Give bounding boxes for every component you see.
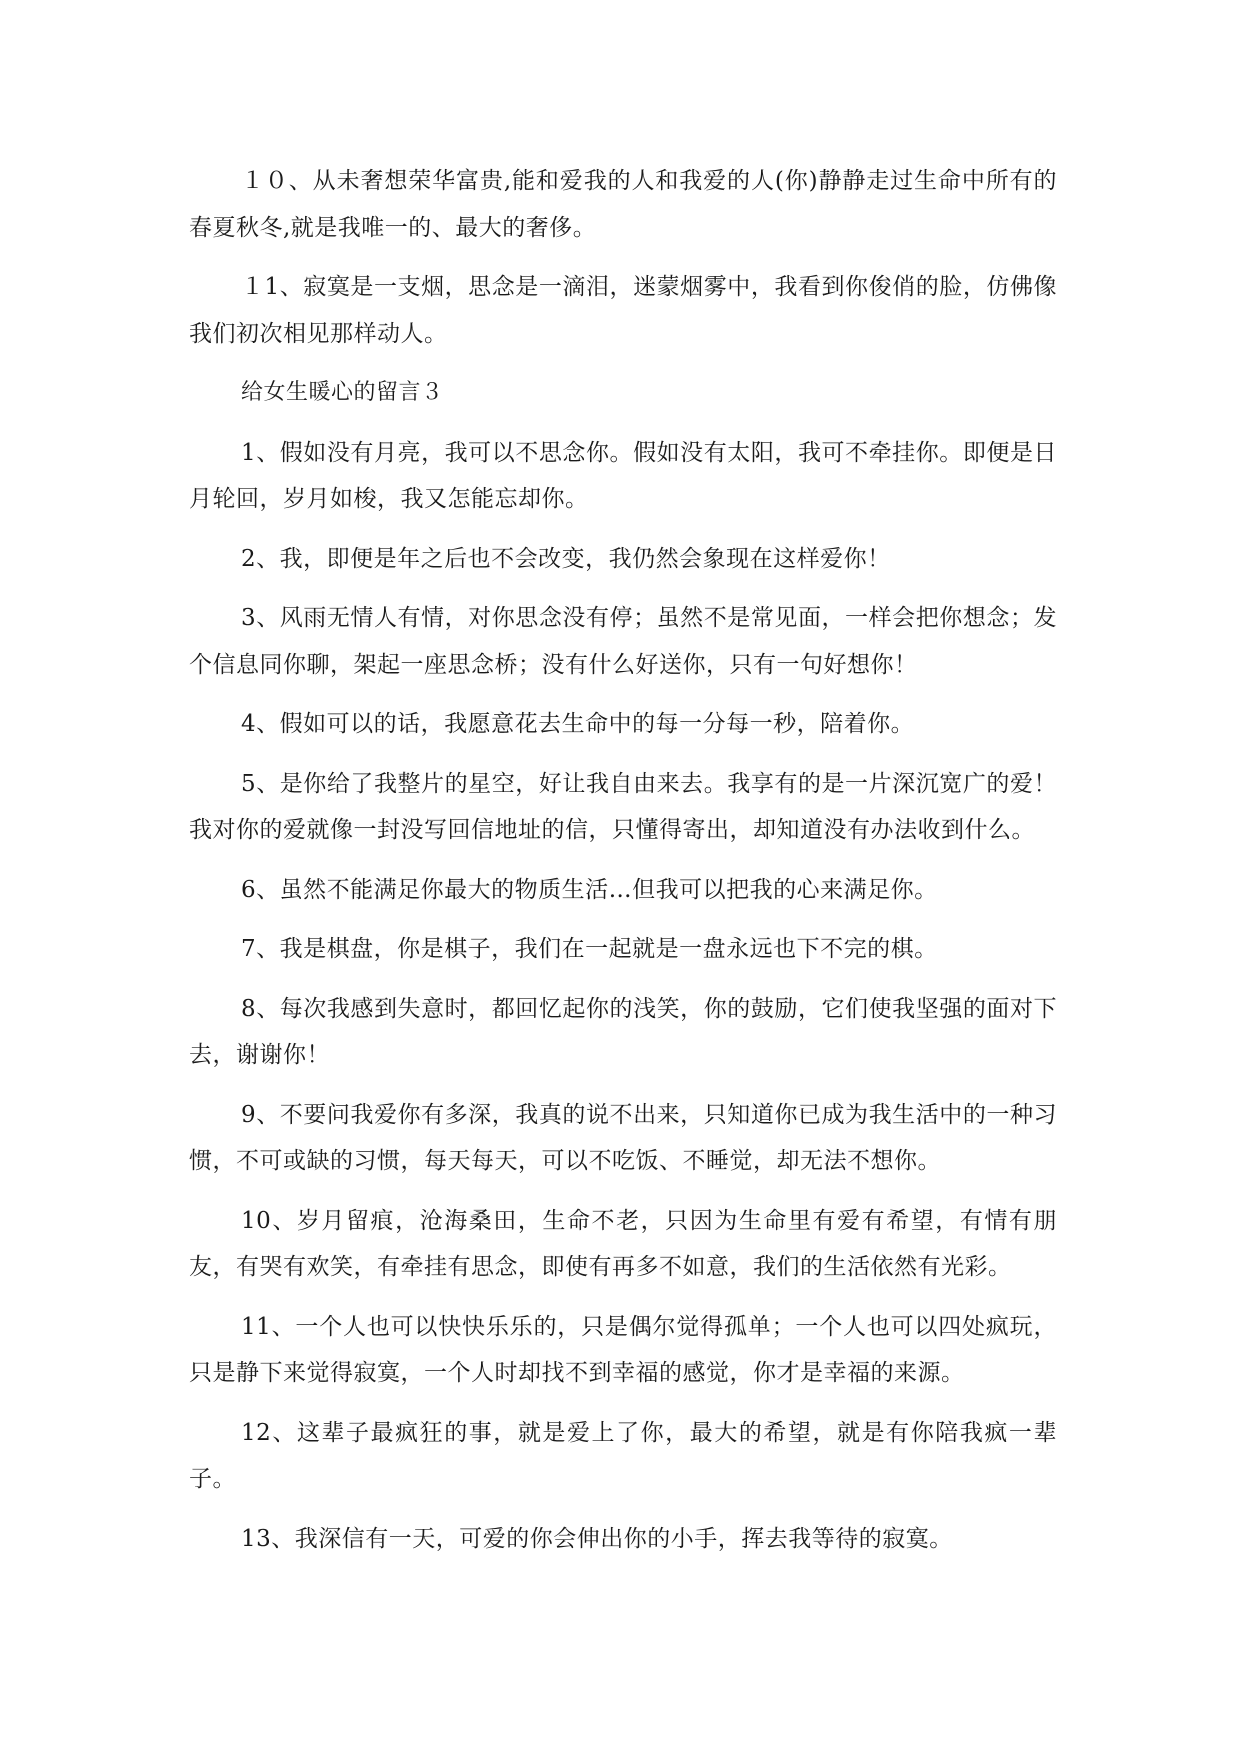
- section-heading: 给女生暖心的留言３: [241, 380, 444, 405]
- paragraph-10: 10、岁月留痕，沧海桑田，生命不老，只因为生命里有爱有希望，有情有朋友，有哭有欢笑，有牵挂有思念，即使有再多不如意，我们的生活依然有光彩。: [189, 1207, 1057, 1280]
- paragraph-12: 12、这辈子最疯狂的事，就是爱上了你，最大的希望，就是有你陪我疯一辈子。: [189, 1419, 1057, 1492]
- paragraph-2: 2、我，即便是年之后也不会改变，我仍然会象现在这样爱你！: [241, 545, 891, 572]
- paragraph-11: 11、一个人也可以快快乐乐的，只是偶尔觉得孤单；一个人也可以四处疯玩，只是静下来觉得寂寞，一个人时却找不到幸福的感觉，你才是幸福的来源。: [189, 1313, 1057, 1386]
- paragraph-8: 8、每次我感到失意时，都回忆起你的浅笑，你的鼓励，它们使我坚强的面对下去，谢谢你！: [189, 995, 1057, 1068]
- paragraph-1: 1、假如没有月亮，我可以不思念你。假如没有太阳，我可不牵挂你。即便是日月轮回，岁月如梭，我又怎能忘却你。: [189, 439, 1057, 512]
- paragraph-9: 9、不要问我爱你有多深，我真的说不出来，只知道你已成为我生活中的一种习惯，不可或缺的习惯，每天每天，可以不吃饭、不睡觉，却无法不想你。: [189, 1101, 1057, 1174]
- paragraph-3: 3、风雨无情人有情，对你思念没有停；虽然不是常见面，一样会把你想念；发个信息同你聊，架起一座思念桥；没有什么好送你，只有一句好想你！: [189, 605, 1057, 678]
- paragraph-7: 7、我是棋盘，你是棋子，我们在一起就是一盘永远也下不完的棋。: [241, 936, 938, 962]
- paragraph-11-intro: １1、寂寞是一支烟，思念是一滴泪，迷蒙烟雾中，我看到你俊俏的脸，仿佛像我们初次相见那样动人。: [189, 274, 1057, 347]
- paragraph-13: 13、我深信有一天，可爱的你会伸出你的小手，挥去我等待的寂寞。: [241, 1525, 953, 1552]
- paragraph-5: 5、是你给了我整片的星空，好让我自由来去。我享有的是一片深沉宽广的爱！我对你的爱就像一封没写回信地址的信，只懂得寄出，却知道没有办法收到什么。: [189, 770, 1057, 843]
- document-body: [189, 158, 1057, 1575]
- paragraph-6: 6、虽然不能满足你最大的物质生活…但我可以把我的心来满足你。: [241, 876, 938, 903]
- paragraph-10-intro: １０、从未奢想荣华富贵,能和爱我的人和我爱的人(你)静静走过生命中所有的春夏秋冬,就是我唯一的、最大的奢侈。: [189, 168, 1057, 241]
- paragraph-4: 4、假如可以的话，我愿意花去生命中的每一分每一秒，陪着你。: [241, 711, 915, 737]
